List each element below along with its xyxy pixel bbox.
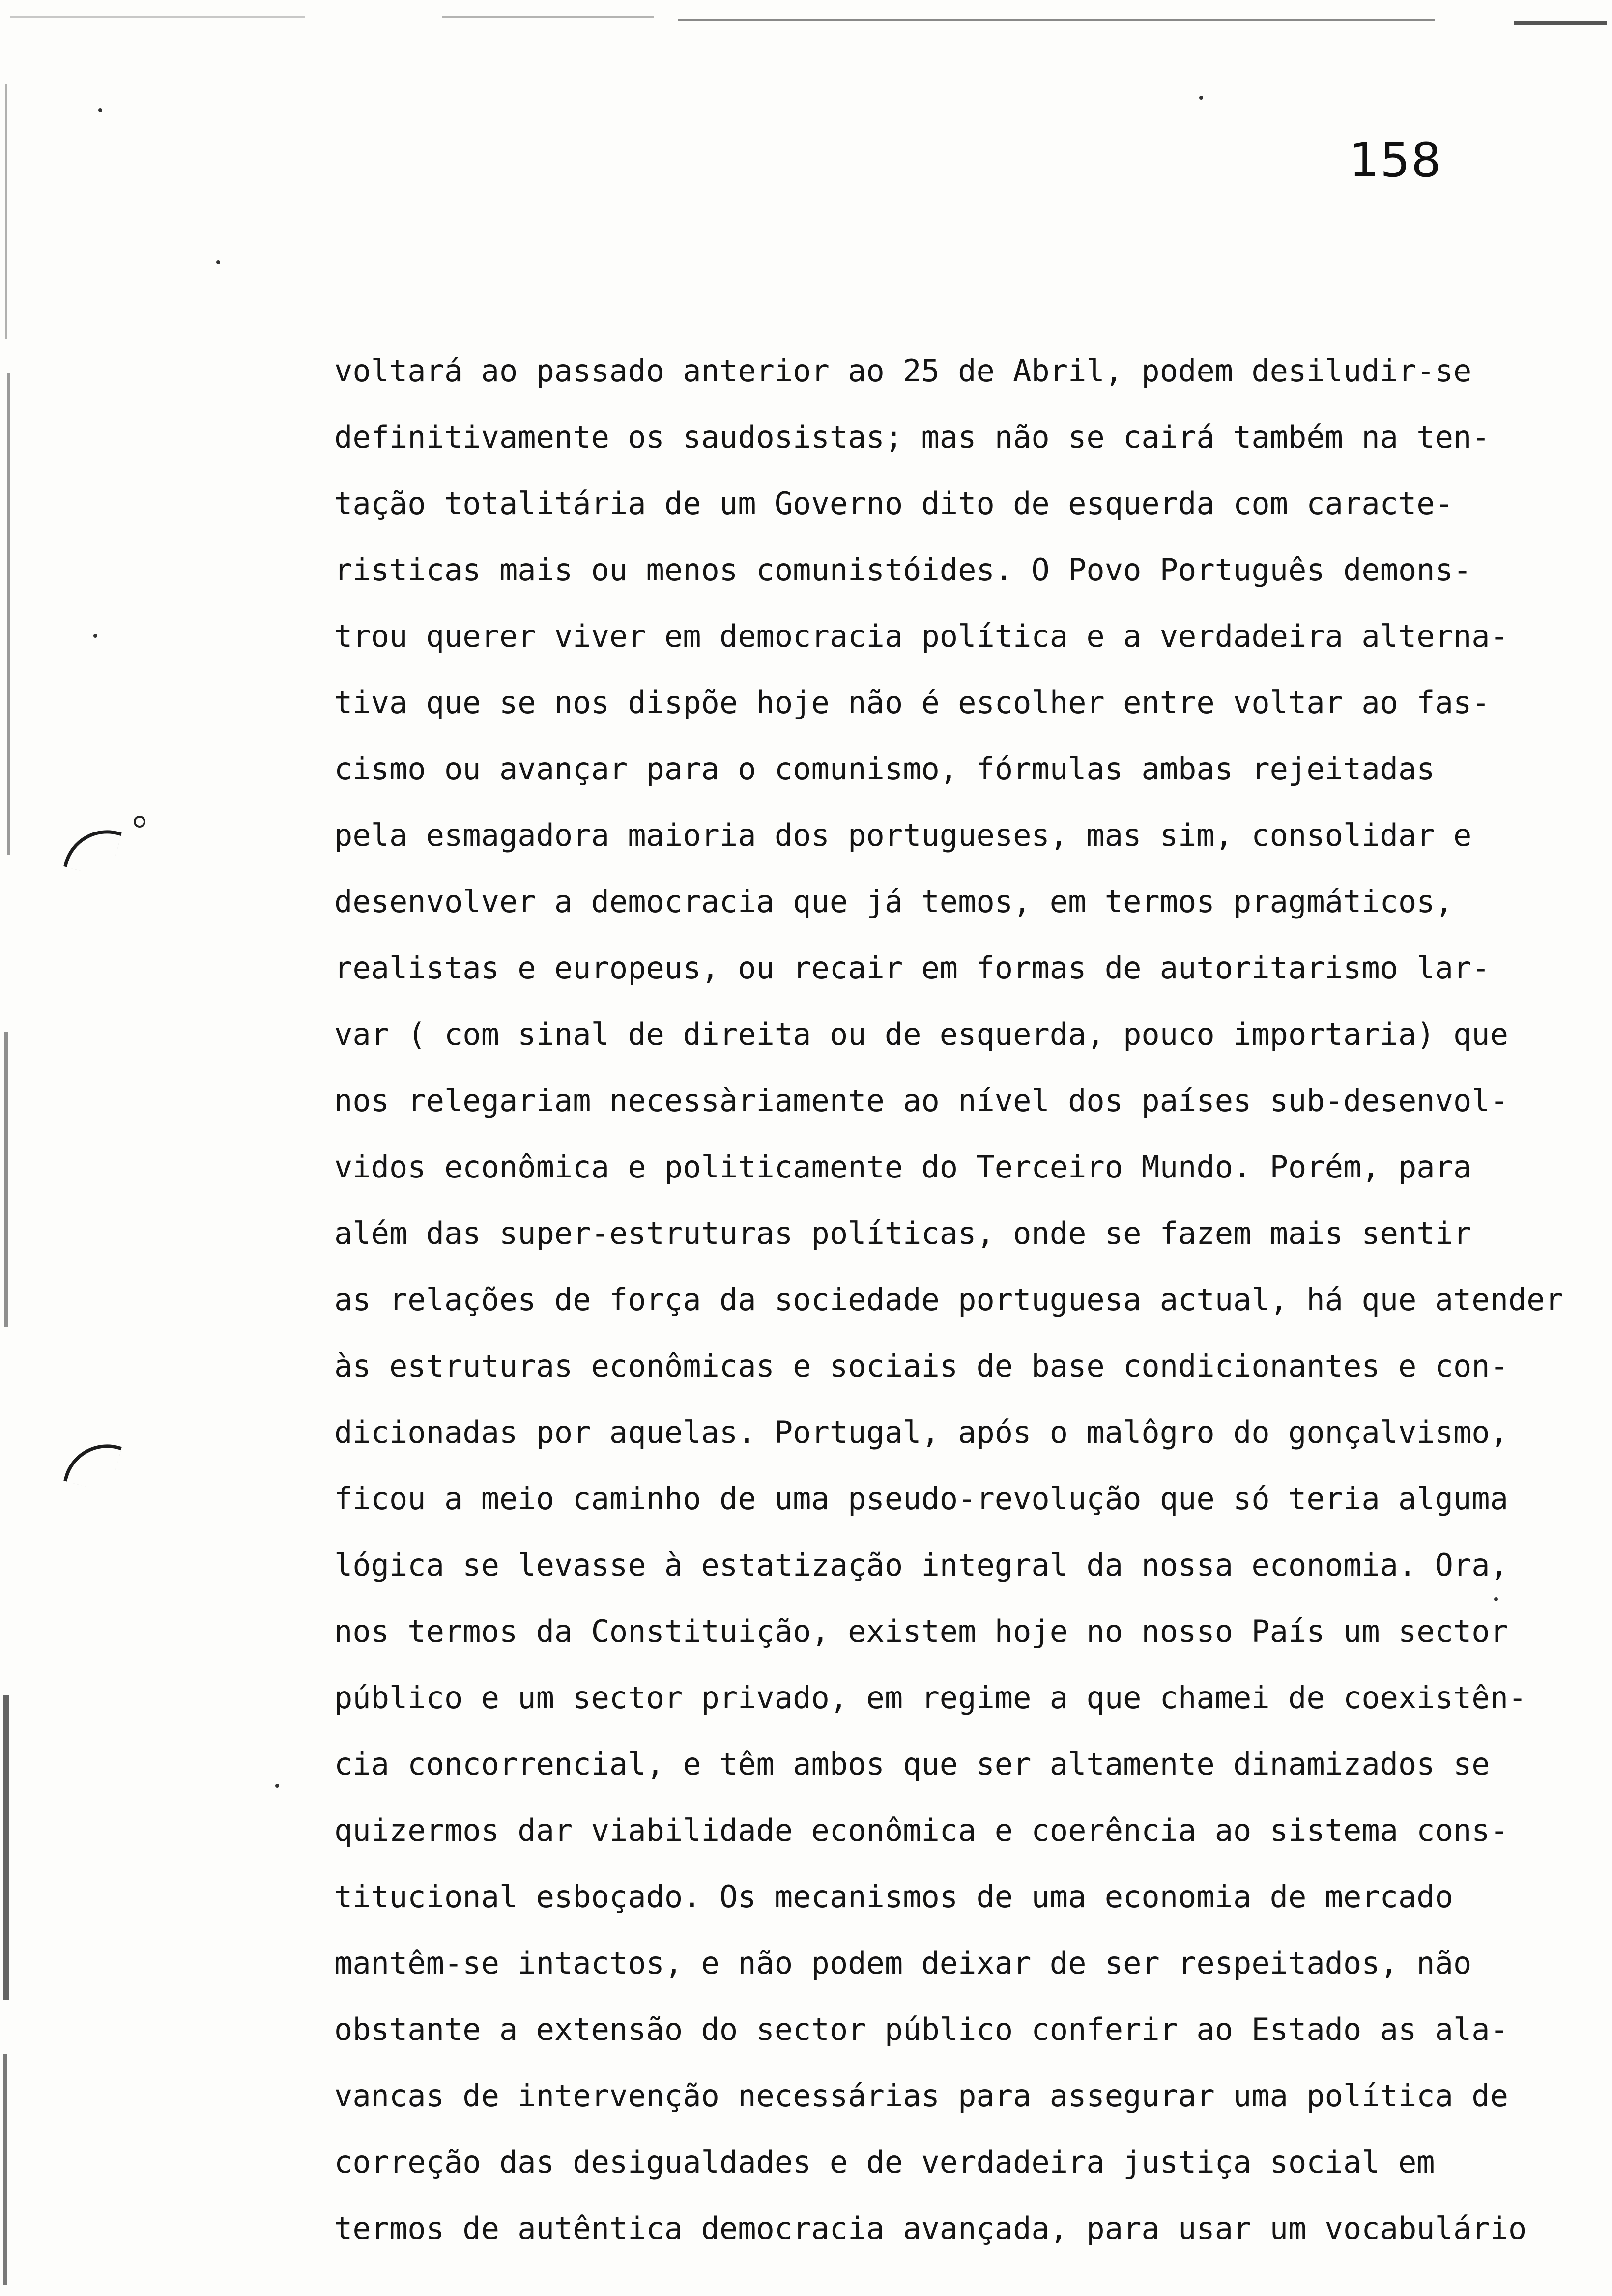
binding-margin-mark bbox=[3, 1695, 9, 2000]
hole-punch-mark bbox=[63, 1435, 122, 1493]
text-line: desenvolver a democracia que já temos, em termos pragmáticos, bbox=[334, 884, 1453, 919]
text-line: correção das desigualdades e de verdadeira justiça social em bbox=[334, 2144, 1435, 2180]
text-line: var ( com sinal de direita ou de esquerda, pouco importaria) que bbox=[334, 1016, 1508, 1052]
text-line: público e um sector privado, em regime a que chamei de coexistên- bbox=[334, 1680, 1527, 1716]
scan-speck bbox=[98, 108, 102, 112]
binding-margin-mark bbox=[4, 1032, 8, 1327]
text-line: às estruturas econômicas e sociais de base condicionantes e con- bbox=[334, 1348, 1508, 1384]
text-line: trou querer viver em democracia política e a verdadeira alterna- bbox=[334, 618, 1508, 654]
text-line: risticas mais ou menos comunistóides. O Povo Português demons- bbox=[334, 552, 1472, 588]
binding-margin-mark bbox=[3, 2054, 7, 2285]
scan-edge-line bbox=[10, 16, 305, 18]
text-line: quizermos dar viabilidade econômica e coerência ao sistema cons- bbox=[334, 1812, 1508, 1848]
text-line: definitivamente os saudosistas; mas não se cairá também na ten- bbox=[334, 419, 1490, 455]
scan-edge-line bbox=[1514, 21, 1607, 25]
binding-margin-mark bbox=[5, 84, 7, 339]
text-line: nos termos da Constituição, existem hoje no nosso País um sector bbox=[334, 1613, 1508, 1649]
text-line: obstante a extensão do sector público conferir ao Estado as ala- bbox=[334, 2011, 1508, 2047]
text-line: tação totalitária de um Governo dito de esquerda com caracte- bbox=[334, 486, 1453, 521]
text-line: ficou a meio caminho de uma pseudo-revolução que só teria alguma bbox=[334, 1481, 1508, 1517]
text-line: vancas de intervenção necessárias para assegurar uma política de bbox=[334, 2078, 1508, 2114]
text-line: nos relegariam necessàriamente ao nível dos países sub-desenvol- bbox=[334, 1083, 1508, 1119]
scan-edge-line bbox=[678, 19, 1435, 21]
scan-ring-speck bbox=[134, 816, 145, 828]
text-line: cia concorrencial, e têm ambos que ser altamente dinamizados se bbox=[334, 1746, 1490, 1782]
text-line: tiva que se nos dispõe hoje não é escolher entre voltar ao fas- bbox=[334, 685, 1490, 720]
scan-speck bbox=[1199, 96, 1203, 100]
text-line: realistas e europeus, ou recair em formas de autoritarismo lar- bbox=[334, 950, 1490, 986]
text-line: voltará ao passado anterior ao 25 de Abril, podem desiludir-se bbox=[334, 353, 1472, 389]
scan-edge-line bbox=[442, 16, 654, 18]
text-line: além das super-estruturas políticas, onde se fazem mais sentir bbox=[334, 1215, 1472, 1251]
text-line: vidos econômica e politicamente do Terceiro Mundo. Porém, para bbox=[334, 1149, 1472, 1185]
scan-speck bbox=[275, 1784, 279, 1788]
scan-speck bbox=[1494, 1597, 1498, 1601]
text-line: as relações de força da sociedade portuguesa actual, há que atender bbox=[334, 1282, 1563, 1318]
hole-punch-mark bbox=[63, 820, 122, 879]
text-line: cismo ou avançar para o comunismo, fórmulas ambas rejeitadas bbox=[334, 751, 1435, 787]
text-line: lógica se levasse à estatização integral da nossa economia. Ora, bbox=[334, 1547, 1508, 1583]
text-line: dicionadas por aquelas. Portugal, após o malôgro do gonçalvismo, bbox=[334, 1414, 1508, 1450]
scan-speck bbox=[93, 634, 97, 638]
text-line: mantêm-se intactos, e não podem deixar de ser respeitados, não bbox=[334, 1945, 1472, 1981]
page-number: 158 bbox=[1349, 133, 1442, 188]
text-line: pela esmagadora maioria dos portugueses, mas sim, consolidar e bbox=[334, 817, 1472, 853]
binding-margin-mark bbox=[7, 373, 10, 855]
text-line: termos de autêntica democracia avançada, para usar um vocabulário bbox=[334, 2210, 1527, 2246]
text-line: titucional esboçado. Os mecanismos de uma economia de mercado bbox=[334, 1879, 1453, 1915]
scan-speck bbox=[216, 260, 220, 264]
